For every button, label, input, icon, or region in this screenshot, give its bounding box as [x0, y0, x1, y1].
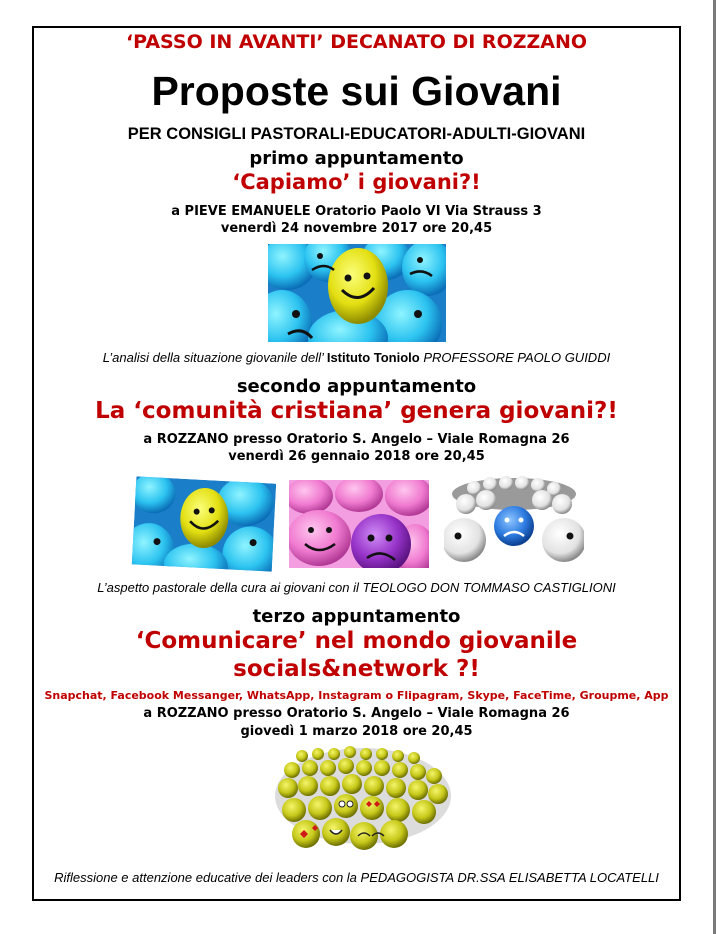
event1-date: venerdì 24 novembre 2017 ore 20,45: [220, 221, 493, 236]
event2-theme: La ‘comunità cristiana’ genera giovani?!: [95, 398, 618, 424]
pink-faces-purple-sad-icon: [289, 480, 429, 568]
event2-caption-intro: L’aspetto pastorale della cura ai giovani con il: [97, 580, 363, 595]
kicker-title: ‘PASSO IN AVANTI’ DECANATO DI ROZZANO: [125, 31, 588, 53]
audience-line: PER CONSIGLI PASTORALI-EDUCATORI-ADULTI-GIOVANI: [127, 125, 586, 143]
event1-venue-place: a PIEVE EMANUELE: [171, 204, 311, 219]
event3-caption: [34, 870, 679, 885]
event3-caption-speaker: PEDAGOGISTA DR.SSA ELISABETTA LOCATELLI: [360, 870, 659, 885]
event3-label: terzo appuntamento: [252, 606, 461, 627]
event2-image-gray: [444, 474, 584, 570]
event2-caption-speaker: TEOLOGO DON TOMMASO CASTIGLIONI: [362, 580, 616, 595]
event3-caption-intro: Riflessione e attenzione educative dei leaders con la: [54, 870, 361, 885]
event3-venue-place: a ROZZANO: [143, 706, 229, 721]
yellow-green-emoji-crowd-icon: [272, 746, 454, 854]
event3-apps-list: Snapchat, Facebook Messanger, WhatsApp, Instagram o Flipagram, Skype, FaceTime, Groupme, App: [44, 689, 669, 702]
event1-theme: ‘Capiamo’ i giovani?!: [232, 170, 481, 194]
page-title: Proposte sui Giovani: [151, 68, 562, 114]
event2-venue-rest: presso Oratorio S. Angelo – Viale Romagna 26: [228, 432, 570, 447]
event1-caption-org: Istituto Toniolo: [326, 350, 420, 365]
white-faces-blue-sad-icon: [444, 474, 584, 570]
event2-venue: [34, 432, 679, 447]
event1-venue-rest: Oratorio Paolo VI Via Strauss 3: [310, 204, 542, 219]
event2-image-pink: [289, 480, 429, 568]
smiley-faces-icon: [268, 244, 446, 342]
event3-image: [272, 746, 454, 854]
event2-caption: [34, 580, 679, 595]
event2-image-blue: [132, 476, 276, 571]
blue-faces-yellow-smiley-icon: [132, 476, 276, 571]
event3-date: giovedì 1 marzo 2018 ore 20,45: [240, 724, 473, 739]
event1-caption: [34, 350, 679, 365]
event1-caption-intro: L’analisi della situazione giovanile dell’: [102, 350, 327, 365]
flyer-frame: [32, 26, 681, 901]
event2-label: secondo appuntamento: [236, 376, 477, 397]
event3-venue: [34, 706, 679, 721]
event1-venue: [34, 204, 679, 219]
event1-label: primo appuntamento: [249, 148, 464, 169]
event1-caption-speaker: PROFESSORE PAOLO GUIDDI: [419, 350, 611, 365]
event2-venue-place: a ROZZANO: [143, 432, 229, 447]
event3-venue-rest: presso Oratorio S. Angelo – Viale Romagna 26: [228, 706, 570, 721]
event3-theme-line2: socials&network ?!: [233, 656, 480, 682]
event3-theme-line1: ‘Comunicare’ nel mondo giovanile: [135, 628, 578, 654]
event1-image: [268, 244, 446, 342]
event2-date: venerdì 26 gennaio 2018 ore 20,45: [228, 449, 485, 464]
